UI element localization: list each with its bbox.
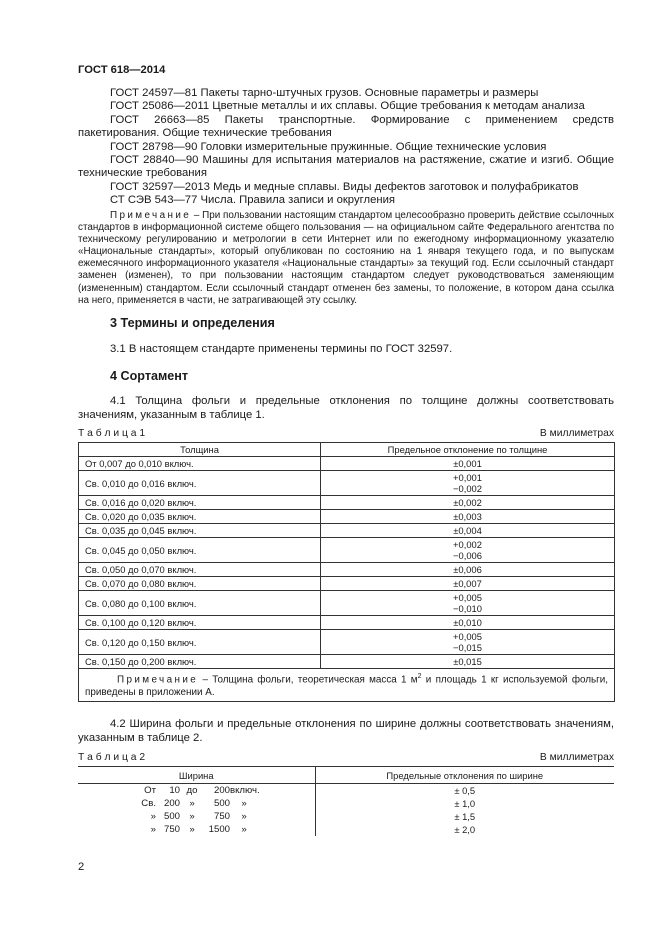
section-3-title: 3 Термины и определения (110, 316, 275, 330)
table1-header-deviation: Предельное отклонение по толщине (321, 443, 615, 457)
note-text: – При пользовании настоящим стандартом целесообразно проверить действие ссылочных стандартов в информационной системе общего пользования — на официальном сайте Федерального агентства по техническому регулированию и метрологии в сети Интернет или по ежегодному информационному указателю «Национальные стандарты», который опубликован по состоянию на 1 января текущего года, и по выпускам ежемесячного информационного указателя «Национальные стандарты» за текущий год. Если ссылочный стандарт заменен (изменен), то при пользовании настоящим стандартом следует руководствоваться заменяющим (измененным) стандартом. Если ссылочный стандарт отменен без замены, то положение, в котором дана ссылка на него, применяется в части, не затрагивающей эту ссылку. (78, 210, 614, 306)
width-range-part: включ. (230, 785, 260, 796)
width-range-group (78, 798, 315, 809)
width-range-part: » (150, 811, 156, 822)
deviation-value: ±0,003 (453, 510, 482, 522)
width-range (78, 810, 315, 823)
table1-row (79, 496, 615, 510)
deviation-value: ±0,007 (453, 577, 482, 589)
normative-references (78, 87, 614, 208)
width-range-part: Св. (141, 798, 156, 809)
reference-item: ГОСТ 26663—85 Пакеты транспортные. Формирование с применением средств пакетирования. Общие технические требования (78, 113, 614, 140)
thickness-deviation (321, 563, 615, 577)
width-range-group (78, 824, 315, 835)
table1-note-text-b: и площадь 1 кг используемой фольги, приведены в приложении А. (85, 674, 609, 698)
table1-note-text-a: – Толщина фольги, теоретическая масса 1 м (198, 674, 418, 686)
thickness-deviation (321, 538, 615, 563)
table1-row (79, 457, 615, 471)
deviation-value: −0,010 (453, 603, 482, 614)
deviation-value: ±0,002 (453, 496, 482, 508)
deviation-value: +0,005 (453, 630, 482, 642)
table1-row (79, 591, 615, 616)
table1-row (79, 655, 615, 669)
thickness-deviation (321, 577, 615, 591)
table-2 (78, 766, 614, 836)
section-4-title: 4 Сортамент (110, 369, 189, 383)
thickness-deviation (321, 630, 615, 655)
table-1 (78, 442, 615, 702)
width-range-part: » (241, 824, 247, 835)
width-range-part: 200 (213, 785, 230, 796)
thickness-range: Св. 0,070 до 0,080 включ. (79, 577, 321, 591)
references-note (78, 210, 614, 307)
table2-row (78, 797, 614, 810)
width-range-part: до (186, 785, 198, 796)
width-range-part: » (189, 811, 195, 822)
reference-item: ГОСТ 28840—90 Машины для испытания материалов на растяжение, сжатие и изгиб. Общие технические требования (78, 154, 614, 180)
table1-note (79, 669, 615, 702)
thickness-range: Св. 0,020 до 0,035 включ. (79, 510, 321, 524)
table1-row (79, 616, 615, 630)
thickness-range: Св. 0,035 до 0,045 включ. (79, 524, 321, 538)
thickness-deviation (321, 591, 615, 616)
thickness-range: Св. 0,150 до 0,200 включ. (79, 655, 321, 669)
thickness-deviation (321, 616, 615, 630)
table1-units: В миллиметрах (539, 428, 614, 439)
width-range-group (78, 785, 315, 796)
width-deviation: ± 1,5 (454, 811, 476, 822)
thickness-deviation (321, 457, 615, 471)
table1-row (79, 510, 615, 524)
width-deviation: ± 0,5 (454, 785, 476, 796)
deviation-value: ±0,015 (453, 655, 482, 667)
width-range-part: 750 (163, 824, 180, 835)
table1-row (79, 577, 615, 591)
width-range-part: 500 (213, 798, 230, 809)
deviation-value: ±0,004 (453, 524, 482, 536)
table2-units: В миллиметрах (539, 752, 614, 763)
table2-header-width: Ширина (78, 767, 315, 784)
thickness-range: Св. 0,080 до 0,100 включ. (79, 591, 321, 616)
width-range-part: 750 (213, 811, 230, 822)
width-range-part: » (189, 824, 195, 835)
width-deviation: ± 2,0 (454, 824, 476, 835)
width-range (78, 823, 315, 836)
width-range (78, 784, 315, 798)
thickness-range: Св. 0,100 до 0,120 включ. (79, 616, 321, 630)
deviation-value: +0,002 (453, 538, 482, 550)
width-range-part: » (241, 811, 247, 822)
table2-row (78, 784, 614, 798)
reference-item: ГОСТ 28798—90 Головки измерительные пружинные. Общие технические условия (110, 140, 547, 153)
width-range-group (78, 811, 315, 822)
deviation-value: −0,015 (453, 642, 482, 653)
table2-row (78, 823, 614, 836)
thickness-range: От 0,007 до 0,010 включ. (79, 457, 321, 471)
thickness-deviation (321, 510, 615, 524)
table1-caption: Т а б л и ц а 1 (78, 428, 146, 439)
reference-item: СТ СЭВ 543—77 Числа. Правила записи и округления (110, 194, 396, 207)
deviation-value: −0,002 (453, 483, 482, 494)
table2-row (78, 810, 614, 823)
width-range-part: 1500 (208, 824, 230, 835)
table1-row (79, 630, 615, 655)
width-range-part: 200 (163, 798, 180, 809)
table1-row (79, 471, 615, 496)
document-header: ГОСТ 618—2014 (78, 64, 166, 76)
deviation-value: ±0,001 (453, 457, 482, 469)
table1-header-thickness: Толщина (79, 443, 321, 457)
thickness-range: Св. 0,010 до 0,016 включ. (79, 471, 321, 496)
width-range-part: » (189, 798, 195, 809)
page-number: 2 (78, 861, 85, 873)
table1-row (79, 563, 615, 577)
width-range-part: От (144, 785, 156, 796)
deviation-value: −0,006 (453, 550, 482, 561)
reference-item: ГОСТ 24597—81 Пакеты тарно-штучных грузов. Основные параметры и размеры (110, 87, 539, 99)
table1-row (79, 524, 615, 538)
section-3-1-text: 3.1 В настоящем стандарте применены термины по ГОСТ 32597. (110, 343, 453, 355)
note-label: Примечание (110, 210, 192, 221)
deviation-value: ±0,006 (453, 563, 482, 575)
thickness-range: Св. 0,016 до 0,020 включ. (79, 496, 321, 510)
deviation-value: ±0,010 (453, 616, 482, 628)
width-range-part: » (150, 824, 156, 835)
table1-row (79, 538, 615, 563)
reference-item: ГОСТ 32597—2013 Медь и медные сплавы. Виды дефектов заготовок и полуфабрикатов (110, 180, 579, 193)
thickness-deviation (321, 524, 615, 538)
table1-note-sup: 2 (417, 673, 422, 680)
width-range-part: 500 (163, 811, 180, 822)
table2-header-deviation: Предельные отклонения по ширине (315, 767, 614, 784)
table2-caption: Т а б л и ц а 2 (78, 752, 146, 763)
section-4-1-text: 4.1 Толщина фольги и предельные отклонения по толщине должны соответствовать значениям, указанным в таблице 1. (78, 395, 614, 422)
deviation-value: +0,001 (453, 471, 482, 483)
thickness-range: Св. 0,045 до 0,050 включ. (79, 538, 321, 563)
table1-note-label: Примечание (117, 674, 199, 686)
width-range-part: 10 (169, 785, 180, 796)
width-range-part: » (241, 798, 247, 809)
reference-item: ГОСТ 25086—2011 Цветные металлы и их сплавы. Общие требования к методам анализа (110, 100, 585, 113)
thickness-deviation (321, 471, 615, 496)
thickness-deviation (321, 655, 615, 669)
width-deviation: ± 1,0 (454, 798, 476, 809)
thickness-deviation (321, 496, 615, 510)
thickness-range: Св. 0,120 до 0,150 включ. (79, 630, 321, 655)
thickness-range: Св. 0,050 до 0,070 включ. (79, 563, 321, 577)
section-4-2-text: 4.2 Ширина фольги и предельные отклонения по ширине должны соответствовать значениям, указанным в таблице 2. (78, 718, 614, 745)
deviation-value: +0,005 (453, 591, 482, 603)
width-range (78, 797, 315, 810)
